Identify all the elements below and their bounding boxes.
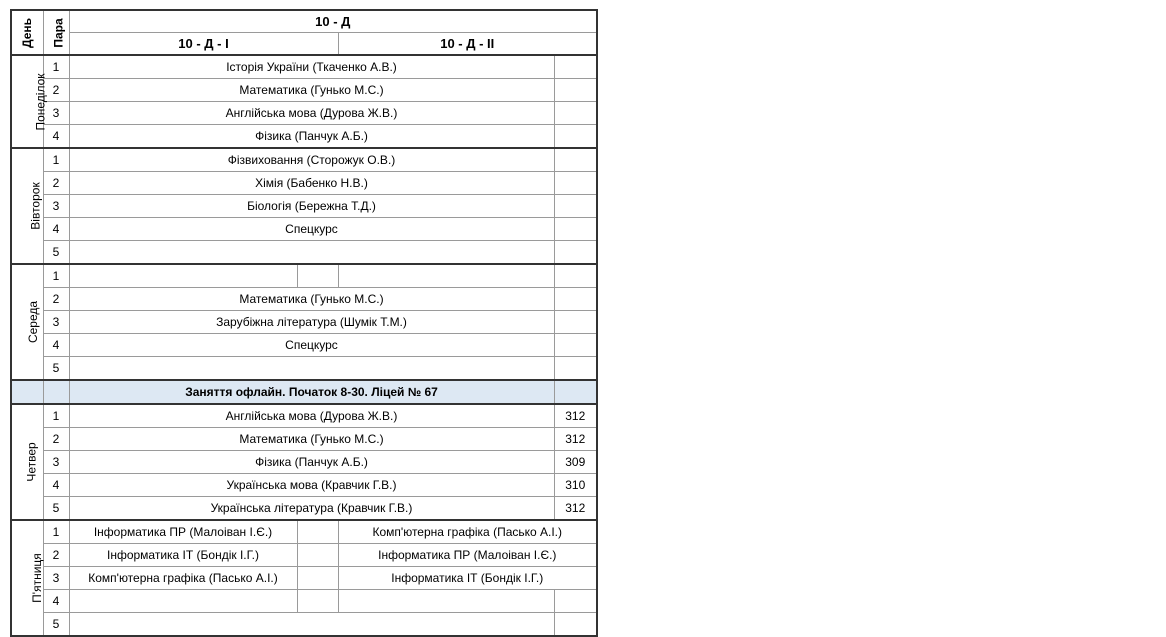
table-row (11, 613, 597, 637)
pair-number: 1 (43, 264, 69, 288)
pair-number: 4 (43, 334, 69, 357)
room-cell: 312 (554, 428, 597, 451)
room-cell (554, 264, 597, 288)
pair-number: 1 (43, 148, 69, 172)
table-row (11, 172, 597, 195)
pair-number: 3 (43, 195, 69, 218)
room-cell: 309 (554, 451, 597, 474)
lesson-cell-group-2 (338, 264, 554, 288)
pair-number: 3 (43, 311, 69, 334)
banner-row (11, 380, 597, 404)
lesson-cell: Спецкурс (69, 334, 554, 357)
pair-number: 5 (43, 497, 69, 521)
lesson-cell: Хімія (Бабенко Н.В.) (69, 172, 554, 195)
table-row (11, 55, 597, 79)
room-cell (554, 218, 597, 241)
table-row (11, 79, 597, 102)
room-cell: 310 (554, 474, 597, 497)
lesson-cell: Фізвиховання (Сторожук О.В.) (69, 148, 554, 172)
table-row (11, 428, 597, 451)
room-cell (554, 102, 597, 125)
day-friday: П'ятниця (11, 520, 43, 636)
pair-number: 4 (43, 125, 69, 149)
lesson-cell (69, 241, 554, 265)
day-wednesday: Середа (11, 264, 43, 380)
group-1-header: 10 - Д - I (69, 33, 338, 56)
lesson-cell-group-1: Комп'ютерна графіка (Пасько А.І.) (69, 567, 297, 590)
room-cell (554, 288, 597, 311)
lesson-cell-split (297, 264, 338, 288)
lesson-cell: Біологія (Бережна Т.Д.) (69, 195, 554, 218)
lesson-cell: Фізика (Панчук А.Б.) (69, 451, 554, 474)
table-row (11, 567, 597, 590)
table-row (11, 125, 597, 149)
pair-number: 3 (43, 567, 69, 590)
table-row (11, 195, 597, 218)
lesson-cell-split (297, 544, 338, 567)
lesson-cell: Англійська мова (Дурова Ж.В.) (69, 404, 554, 428)
room-cell (554, 55, 597, 79)
day-tuesday: Вівторок (11, 148, 43, 264)
table-row (11, 148, 597, 172)
pair-number: 2 (43, 544, 69, 567)
room-cell (554, 195, 597, 218)
lesson-cell (69, 357, 554, 381)
lesson-cell-split (297, 520, 338, 544)
table-row (11, 497, 597, 521)
table-row (11, 474, 597, 497)
lesson-cell: Історія України (Ткаченко А.В.) (69, 55, 554, 79)
pair-number: 2 (43, 79, 69, 102)
banner-day-cell (11, 380, 43, 404)
pair-number: 5 (43, 241, 69, 265)
lesson-cell-group-2 (338, 590, 554, 613)
lesson-cell: Українська література (Кравчик Г.В.) (69, 497, 554, 521)
pair-number: 4 (43, 474, 69, 497)
lesson-cell-group-2: Комп'ютерна графіка (Пасько А.І.) (338, 520, 597, 544)
pair-number: 5 (43, 613, 69, 637)
pair-number: 2 (43, 288, 69, 311)
lesson-cell-group-1: Інформатика ІТ (Бондік І.Г.) (69, 544, 297, 567)
lesson-cell: Спецкурс (69, 218, 554, 241)
day-header: День (11, 10, 43, 55)
banner-room-cell (554, 380, 597, 404)
room-cell (554, 311, 597, 334)
pair-number: 1 (43, 55, 69, 79)
table-row (11, 544, 597, 567)
lesson-cell: Англійська мова (Дурова Ж.В.) (69, 102, 554, 125)
table-row (11, 102, 597, 125)
pair-header: Пара (43, 10, 69, 55)
header-row-1 (11, 10, 597, 33)
room-cell (554, 148, 597, 172)
table-row (11, 264, 597, 288)
lesson-cell: Математика (Гунько М.С.) (69, 428, 554, 451)
room-cell (554, 241, 597, 265)
table-row (11, 311, 597, 334)
table-row (11, 404, 597, 428)
pair-number: 2 (43, 428, 69, 451)
lesson-cell: Українська мова (Кравчик Г.В.) (69, 474, 554, 497)
room-cell (554, 357, 597, 381)
table-row (11, 334, 597, 357)
lesson-cell: Зарубіжна література (Шумік Т.М.) (69, 311, 554, 334)
lesson-cell-group-2: Інформатика ПР (Малоіван І.Є.) (338, 544, 597, 567)
schedule-table (10, 9, 598, 637)
lesson-cell-split (297, 590, 338, 613)
lesson-cell: Фізика (Панчук А.Б.) (69, 125, 554, 149)
day-thursday: Четвер (11, 404, 43, 520)
room-cell: 312 (554, 404, 597, 428)
room-cell (554, 334, 597, 357)
table-row (11, 241, 597, 265)
pair-number: 5 (43, 357, 69, 381)
pair-number: 2 (43, 172, 69, 195)
day-monday: Понеділок (11, 55, 43, 148)
table-row (11, 218, 597, 241)
room-cell (554, 79, 597, 102)
lesson-cell: Математика (Гунько М.С.) (69, 79, 554, 102)
lesson-cell-group-1 (69, 264, 297, 288)
table-row (11, 451, 597, 474)
table-row (11, 357, 597, 381)
lesson-cell-group-2: Інформатика ІТ (Бондік І.Г.) (338, 567, 597, 590)
lesson-cell-split (297, 567, 338, 590)
banner-pair-cell (43, 380, 69, 404)
pair-number: 1 (43, 404, 69, 428)
room-cell: 312 (554, 497, 597, 521)
pair-number: 1 (43, 520, 69, 544)
pair-number: 3 (43, 102, 69, 125)
class-title: 10 - Д (69, 10, 597, 33)
room-cell (554, 172, 597, 195)
table-row (11, 288, 597, 311)
lesson-cell-group-1: Інформатика ПР (Малоіван І.Є.) (69, 520, 297, 544)
header-row-2 (11, 33, 597, 56)
table-row (11, 590, 597, 613)
pair-number: 4 (43, 218, 69, 241)
room-cell (554, 125, 597, 149)
lesson-cell: Математика (Гунько М.С.) (69, 288, 554, 311)
pair-number: 3 (43, 451, 69, 474)
room-cell (554, 590, 597, 613)
banner-text: Заняття офлайн. Початок 8-30. Ліцей № 67 (69, 380, 554, 404)
lesson-cell-group-1 (69, 590, 297, 613)
pair-number: 4 (43, 590, 69, 613)
group-2-header: 10 - Д - II (338, 33, 597, 56)
table-row (11, 520, 597, 544)
room-cell (554, 613, 597, 637)
lesson-cell (69, 613, 554, 637)
